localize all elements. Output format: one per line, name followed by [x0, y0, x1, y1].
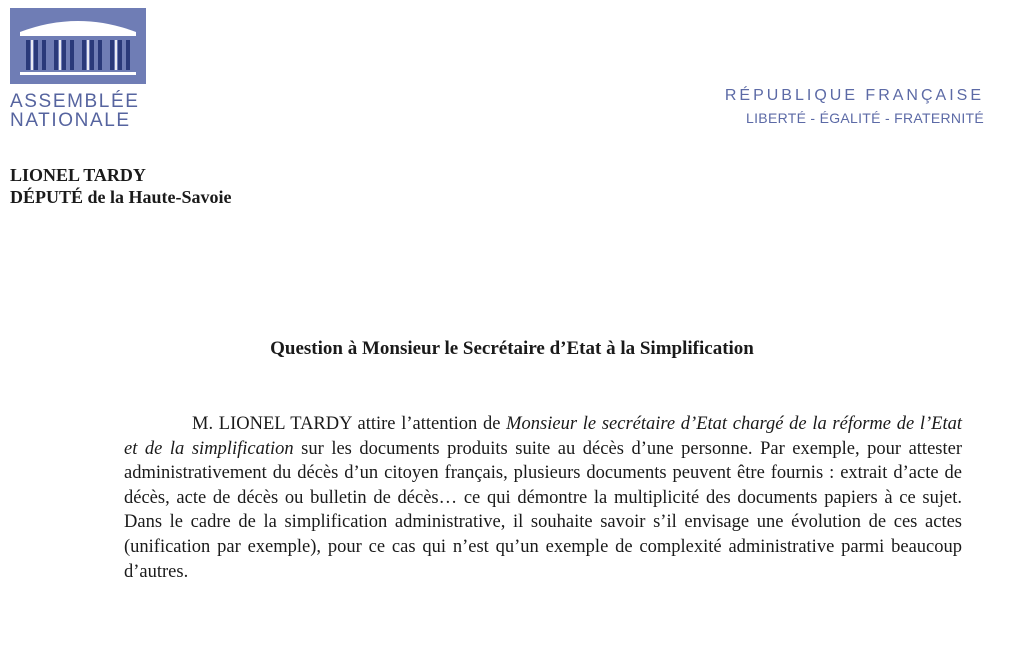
deputy-title-word: DÉPUTÉ	[10, 187, 84, 207]
body-text-part-1: M. LIONEL TARDY attire l’attention de	[192, 414, 507, 434]
deputy-title	[10, 186, 232, 208]
body-text-italic: Monsieur le secrétaire d’Etat chargé de la réforme de l’Etat et de la simplification	[124, 414, 962, 459]
deputy-block	[10, 164, 232, 208]
republic-title: RÉPUBLIQUE FRANÇAISE	[724, 87, 984, 104]
republic-header	[725, 86, 984, 128]
question-title: Question à Monsieur le Secrétaire d’Etat à la Simplification	[270, 338, 754, 359]
deputy-title-rest: de la Haute-Savoie	[83, 187, 232, 207]
logo-line-2: NATIONALE	[10, 110, 131, 131]
body-text-part-2: sur les documents produits suite au décès d’une personne. Par exemple, pour attester administrativement du décès d’un citoyen français, plusieurs documents peuvent être fournis : extrait d’acte de décès, acte de décès ou bulletin de décès… ce qui démontre la multiplicité des documents papiers à ce sujet. Dans le cadre de la simplification administrative, il souhaite savoir s’il envisage une évolution de ces actes (unification par exemple), pour ce cas qui n’est qu’un exemple de complexité administrative parmi beaucoup d’autres.	[124, 438, 962, 582]
deputy-name: LIONEL TARDY	[10, 165, 146, 185]
republic-motto: LIBERTÉ - ÉGALITÉ - FRATERNITÉ	[746, 110, 984, 126]
question-body	[124, 412, 962, 584]
assemblee-nationale-logo	[10, 8, 150, 130]
logo-wordmark	[10, 92, 150, 130]
logo-line-1: ASSEMBLÉE	[10, 91, 140, 112]
parliament-building-icon	[10, 8, 146, 84]
